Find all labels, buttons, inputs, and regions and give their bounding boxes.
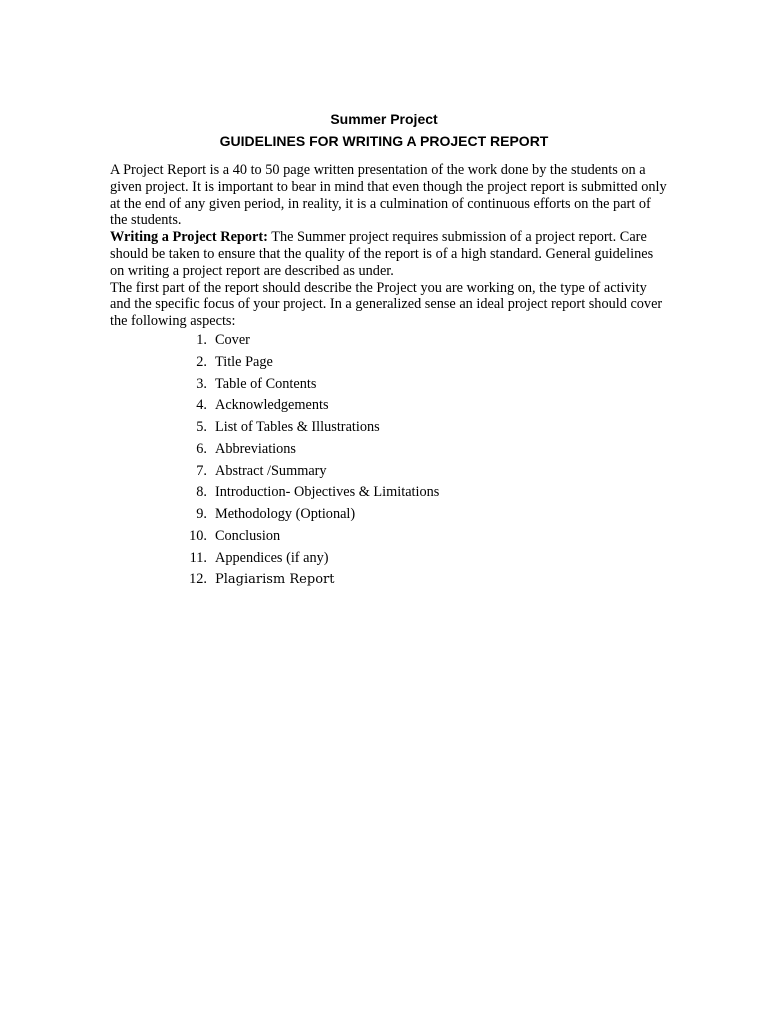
list-item-number: 2. <box>196 353 207 370</box>
document-body <box>110 162 670 330</box>
list-item <box>0 571 768 593</box>
list-item-label: Table of Contents <box>215 375 317 392</box>
aspects-paragraph: The first part of the report should describe the Project you are working on, the type of activity and the specific focus of your project. In a generalized sense an ideal project report should cover the following aspects: <box>110 279 663 330</box>
list-item-number: 10. <box>189 527 207 544</box>
list-item <box>0 550 768 572</box>
writing-paragraph <box>110 229 670 279</box>
list-item <box>0 484 768 506</box>
list-item-label: Cover <box>215 332 250 348</box>
list-item-number: 8. <box>196 484 207 501</box>
list-item-number: 9. <box>196 506 207 522</box>
list-item-label: Appendices (if any) <box>215 549 329 566</box>
list-item-label: Abstract /Summary <box>215 462 327 479</box>
list-item <box>0 528 768 550</box>
intro-paragraph: A Project Report is a 40 to 50 page written presentation of the work done by the students on a given project. It is important to bear in mind that even though the project report is submitted only at the end of any given period, in reality, it is a culmination of continuous efforts on the part of the students. <box>110 162 667 229</box>
document-subtitle: GUIDELINES FOR WRITING A PROJECT REPORT <box>219 133 549 149</box>
list-item-label: Introduction- Objectives & Limitations <box>215 484 440 501</box>
writing-lead: Writing a Project Report: <box>110 229 268 246</box>
list-item-number: 11. <box>189 549 207 566</box>
list-item-label: Title Page <box>215 353 273 370</box>
writing-text: The Summer project requires submission of a project report. Care should be taken to ensure that the quality of the report is of a high standard. General guidelines on writing a project report are described as under. <box>110 229 654 279</box>
list-item <box>0 463 768 485</box>
list-item-label: Abbreviations <box>215 440 296 457</box>
list-item <box>0 376 768 398</box>
list-item-label: Methodology (Optional) <box>215 506 356 522</box>
list-item <box>0 506 768 528</box>
list-item-number: 7. <box>196 462 207 479</box>
list-item-label: Acknowledgements <box>215 397 329 414</box>
list-item <box>0 441 768 463</box>
list-item-label: List of Tables & Illustrations <box>215 419 380 435</box>
list-item-label: Conclusion <box>215 527 281 544</box>
list-item-number: 4. <box>196 397 207 414</box>
list-item-number: 3. <box>196 375 207 392</box>
aspects-list <box>0 332 768 593</box>
list-item-number: 6. <box>196 440 207 457</box>
list-item <box>0 397 768 419</box>
list-item <box>0 419 768 441</box>
list-item <box>0 332 768 354</box>
list-item <box>0 354 768 376</box>
document-title: Summer Project <box>330 111 438 127</box>
list-item-number: 5. <box>196 419 207 435</box>
list-item-number: 12. <box>189 571 207 588</box>
list-item-number: 1. <box>196 332 207 348</box>
list-item-label: Plagiarism Report <box>215 572 335 588</box>
